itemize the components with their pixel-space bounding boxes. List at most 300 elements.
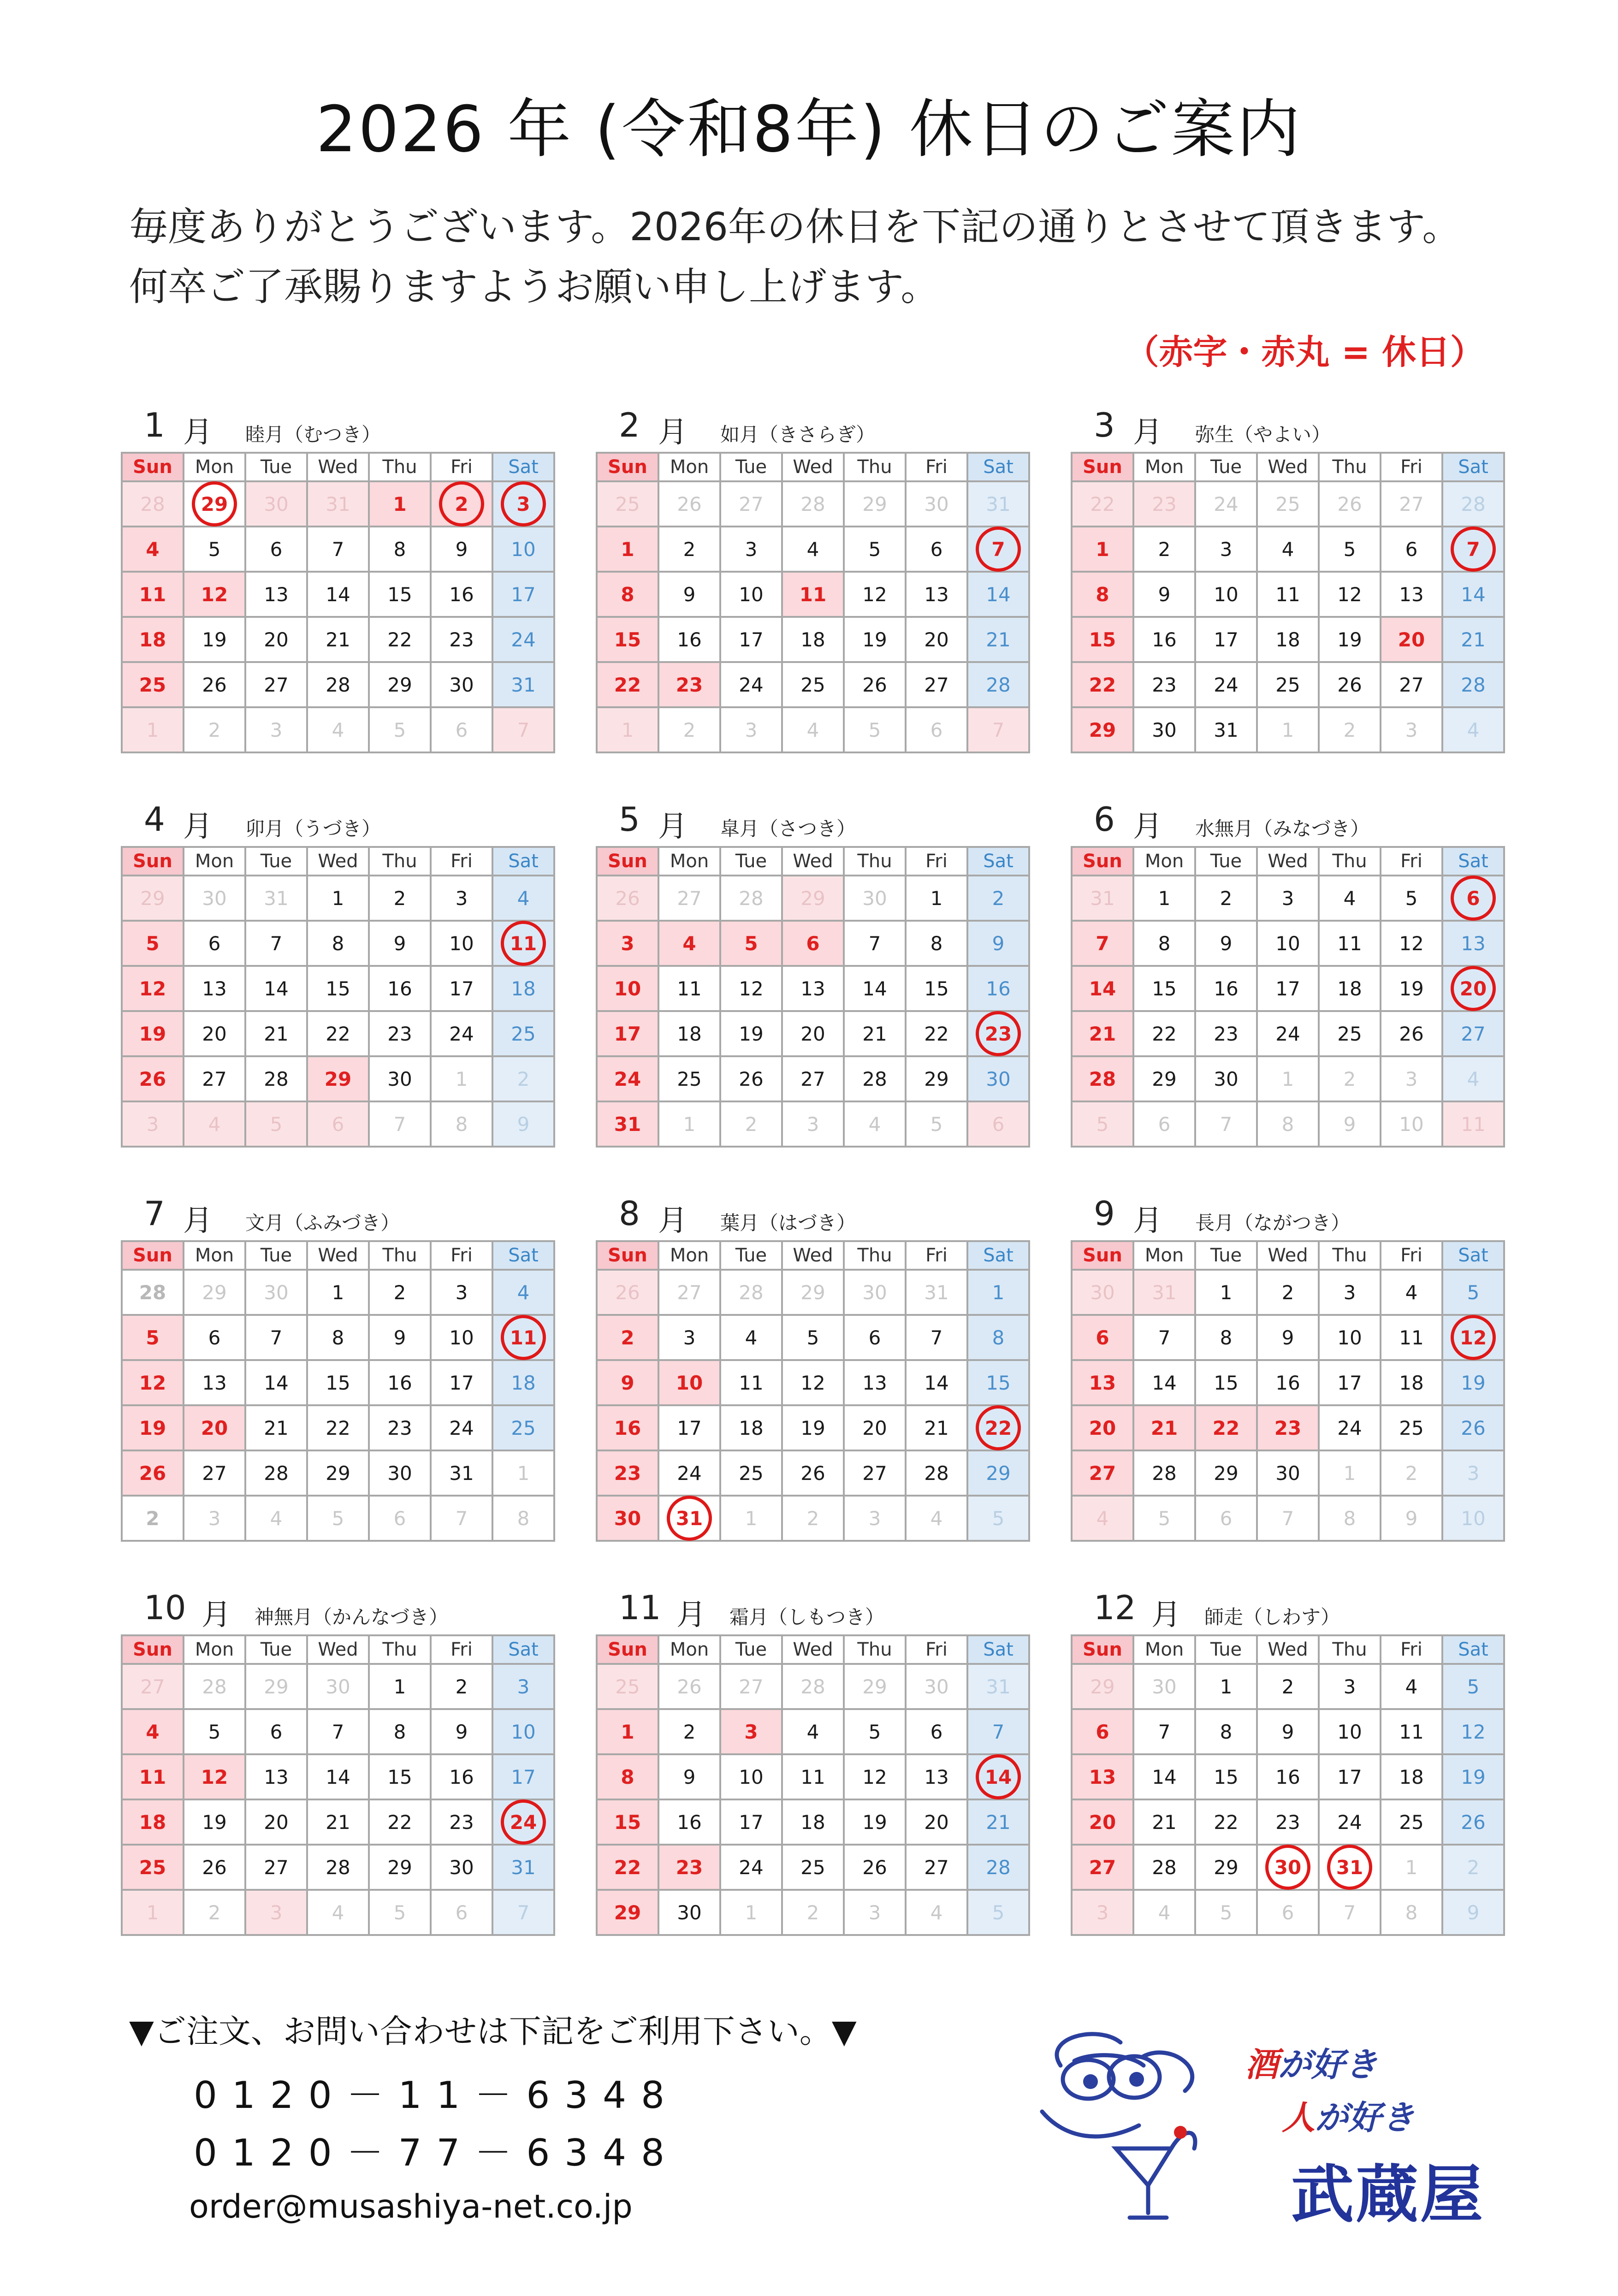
day-number: 19: [1399, 977, 1424, 1000]
day-number: 9: [1343, 1112, 1356, 1136]
day-cell: [597, 1101, 658, 1147]
holiday-circle-icon: [976, 1405, 1021, 1450]
weekday-header: Sat: [1442, 847, 1504, 876]
phone-number-1[interactable]: 0120－11－6348: [194, 2074, 679, 2117]
week-row: [122, 572, 554, 617]
day-cell: [782, 481, 844, 527]
day-cell: [1072, 1101, 1133, 1147]
day-number: 6: [270, 538, 283, 561]
week-row: [122, 1405, 554, 1450]
day-number: 10: [1275, 932, 1300, 955]
day-number: 29: [202, 1281, 227, 1304]
day-number: 20: [862, 1416, 887, 1439]
day-cell: [1319, 1315, 1381, 1360]
day-cell: [369, 481, 431, 527]
day-number: 5: [930, 1112, 943, 1136]
day-number: 5: [1343, 538, 1356, 561]
weekday-header: Wed: [782, 453, 844, 481]
day-number: 3: [745, 718, 758, 741]
day-cell: [906, 1890, 967, 1935]
day-number: 29: [387, 1856, 412, 1879]
day-number: 2: [745, 1112, 758, 1136]
day-number: 29: [924, 1067, 949, 1090]
day-number: 3: [516, 492, 530, 515]
day-number: 1: [1281, 1067, 1294, 1090]
day-number: 8: [621, 1765, 634, 1788]
month-calendar: [121, 1588, 545, 1936]
day-cell: [658, 617, 720, 662]
day-number: 8: [455, 1112, 468, 1136]
day-cell: [1319, 1845, 1381, 1890]
day-cell: [1442, 966, 1504, 1011]
day-number: 2: [393, 887, 406, 910]
month-suffix: 月: [183, 415, 213, 450]
day-cell: [1072, 876, 1133, 921]
day-number: 21: [1461, 628, 1486, 651]
day-cell: [245, 876, 307, 921]
day-number: 19: [202, 628, 227, 651]
day-number: 24: [739, 673, 764, 696]
day-number: 11: [677, 977, 702, 1000]
day-number: 6: [930, 718, 943, 741]
weekday-header: Sat: [967, 847, 1029, 876]
day-cell: [967, 1405, 1029, 1450]
day-number: 17: [511, 583, 536, 606]
day-cell: [597, 481, 658, 527]
day-number: 4: [930, 1507, 943, 1530]
weekday-header: Wed: [1257, 1635, 1319, 1664]
day-number: 13: [1089, 1371, 1116, 1394]
day-number: 29: [800, 887, 825, 910]
day-number: 20: [202, 1022, 227, 1045]
day-number: 1: [1343, 1462, 1356, 1485]
day-number: 4: [1096, 1507, 1109, 1530]
day-number: 25: [615, 1675, 640, 1698]
day-cell: [431, 1496, 492, 1541]
day-number: 20: [264, 1811, 289, 1834]
day-number: 2: [1281, 1281, 1294, 1304]
day-number: 9: [992, 932, 1005, 955]
day-cell: [906, 707, 967, 752]
day-number: 15: [614, 1811, 641, 1834]
month-grid: [121, 1240, 555, 1542]
month-suffix: 月: [1133, 810, 1162, 844]
day-number: 30: [264, 1281, 289, 1304]
day-cell: [658, 1799, 720, 1845]
day-number: 20: [201, 1416, 228, 1439]
day-number: 3: [1405, 1067, 1418, 1090]
day-cell: [122, 1664, 184, 1709]
day-cell: [906, 572, 967, 617]
week-row: [1072, 1405, 1504, 1450]
day-cell: [720, 1270, 782, 1315]
weekday-header: Thu: [369, 453, 431, 481]
day-cell: [1133, 527, 1195, 572]
day-cell: [906, 1845, 967, 1890]
day-cell: [1257, 572, 1319, 617]
day-number: 5: [868, 718, 881, 741]
day-number: 16: [1152, 628, 1177, 651]
day-number: 31: [676, 1507, 703, 1530]
day-cell: [492, 707, 554, 752]
day-cell: [122, 876, 184, 921]
musashiya-logo: [1033, 2010, 1522, 2231]
week-row: [1072, 1270, 1504, 1315]
weekday-header: Mon: [1133, 453, 1195, 481]
day-cell: [1072, 1405, 1133, 1450]
day-cell: [184, 966, 245, 1011]
day-number: 28: [800, 1675, 825, 1698]
week-row: [597, 876, 1029, 921]
day-cell: [307, 1405, 369, 1450]
day-cell: [967, 1315, 1029, 1360]
day-cell: [1381, 876, 1442, 921]
day-number: 3: [1281, 887, 1294, 910]
week-row: [1072, 966, 1504, 1011]
week-row: [122, 1101, 554, 1147]
month-grid: [596, 846, 1030, 1148]
day-cell: [307, 1011, 369, 1056]
month-header: [121, 406, 545, 452]
day-number: 28: [139, 1281, 166, 1304]
day-cell: [1381, 966, 1442, 1011]
month-suffix: 月: [183, 810, 213, 844]
day-number: 13: [1089, 1765, 1116, 1788]
day-number: 12: [201, 1765, 228, 1788]
day-cell: [122, 662, 184, 707]
day-cell: [720, 1845, 782, 1890]
month-suffix: 月: [1151, 1598, 1181, 1632]
day-number: 19: [1461, 1371, 1486, 1394]
day-number: 26: [1461, 1416, 1486, 1439]
day-cell: [1195, 1890, 1257, 1935]
day-number: 5: [1096, 1112, 1109, 1136]
day-number: 28: [986, 1856, 1011, 1879]
day-cell: [245, 1754, 307, 1799]
day-number: 9: [393, 932, 406, 955]
day-number: 10: [449, 1326, 474, 1349]
month-grid: [596, 1240, 1030, 1542]
day-cell: [720, 1450, 782, 1496]
day-number: 29: [264, 1675, 289, 1698]
week-row: [122, 1799, 554, 1845]
day-cell: [245, 1496, 307, 1541]
day-number: 10: [1214, 583, 1239, 606]
day-number: 8: [332, 1326, 344, 1349]
day-number: 8: [332, 932, 344, 955]
day-number: 27: [800, 1067, 825, 1090]
day-cell: [906, 1360, 967, 1405]
day-number: 20: [800, 1022, 825, 1045]
day-number: 3: [517, 1675, 530, 1698]
day-cell: [307, 1709, 369, 1754]
day-number: 18: [677, 1022, 702, 1045]
day-cell: [658, 1011, 720, 1056]
weekday-header: Wed: [307, 847, 369, 876]
day-cell: [1257, 966, 1319, 1011]
day-number: 7: [1466, 538, 1480, 561]
day-number: 2: [393, 1281, 406, 1304]
day-cell: [1133, 662, 1195, 707]
month-number: 7: [144, 1194, 165, 1233]
weekday-header: Sat: [492, 1241, 554, 1270]
day-cell: [245, 1360, 307, 1405]
day-cell: [844, 617, 906, 662]
day-number: 6: [393, 1507, 406, 1530]
day-cell: [184, 1890, 245, 1935]
month-number: 12: [1094, 1588, 1136, 1627]
day-cell: [492, 1056, 554, 1101]
phone-number-2[interactable]: 0120－77－6348: [194, 2131, 679, 2174]
day-number: 16: [449, 583, 474, 606]
day-number: 29: [1090, 1675, 1115, 1698]
day-number: 2: [1158, 538, 1171, 561]
day-number: 22: [326, 1416, 350, 1439]
week-row: [122, 1360, 554, 1405]
weekday-header: Fri: [1381, 453, 1442, 481]
day-number: 24: [1337, 1811, 1362, 1834]
day-number: 19: [800, 1416, 825, 1439]
weekday-header: Sat: [967, 1635, 1029, 1664]
weekday-header: Wed: [1257, 453, 1319, 481]
day-number: 3: [270, 1901, 283, 1924]
week-row: [122, 1315, 554, 1360]
day-cell: [1133, 1450, 1195, 1496]
day-number: 2: [992, 887, 1005, 910]
weekday-header: Fri: [431, 1241, 492, 1270]
week-row: [1072, 1450, 1504, 1496]
month-traditional-name: 睦月（むつき）: [245, 423, 381, 446]
day-number: 25: [800, 1856, 825, 1879]
day-cell: [1257, 1056, 1319, 1101]
day-cell: [369, 572, 431, 617]
week-row: [122, 1664, 554, 1709]
weekday-header: Fri: [906, 847, 967, 876]
weekday-header: Wed: [1257, 1241, 1319, 1270]
day-number: 6: [455, 1901, 468, 1924]
day-cell: [967, 1450, 1029, 1496]
day-number: 21: [326, 628, 350, 651]
weekday-header: Sat: [967, 453, 1029, 481]
day-cell: [369, 921, 431, 966]
day-number: 4: [806, 718, 819, 741]
day-number: 7: [270, 932, 283, 955]
day-number: 18: [511, 1371, 536, 1394]
day-number: 16: [1275, 1765, 1300, 1788]
day-cell: [307, 527, 369, 572]
day-cell: [1133, 966, 1195, 1011]
day-cell: [1072, 1011, 1133, 1056]
mascot-drawing-icon: [1033, 2010, 1245, 2227]
day-number: 7: [992, 718, 1005, 741]
day-cell: [1442, 1664, 1504, 1709]
day-number: 16: [1275, 1371, 1300, 1394]
day-cell: [1319, 1101, 1381, 1147]
day-cell: [597, 1799, 658, 1845]
day-number: 21: [264, 1022, 289, 1045]
day-number: 7: [1281, 1507, 1294, 1530]
day-cell: [597, 1890, 658, 1935]
day-cell: [431, 707, 492, 752]
day-number: 28: [800, 492, 825, 515]
day-cell: [1257, 1450, 1319, 1496]
day-cell: [1442, 662, 1504, 707]
email-address[interactable]: order@musashiya-net.co.jp: [189, 2188, 633, 2225]
day-cell: [184, 617, 245, 662]
day-number: 6: [455, 718, 468, 741]
day-number: 28: [326, 1856, 350, 1879]
day-number: 29: [201, 492, 228, 515]
day-cell: [369, 1011, 431, 1056]
holiday-circle-icon: [1327, 1845, 1372, 1890]
day-cell: [431, 1709, 492, 1754]
day-number: 16: [1214, 977, 1239, 1000]
day-number: 1: [393, 1675, 406, 1698]
holiday-circle-icon: [1451, 1315, 1496, 1360]
day-cell: [782, 876, 844, 921]
day-number: 4: [868, 1112, 881, 1136]
day-cell: [1133, 617, 1195, 662]
day-number: 5: [332, 1507, 344, 1530]
day-number: 22: [387, 1811, 412, 1834]
week-row: [597, 1011, 1029, 1056]
month-grid: [596, 1634, 1030, 1936]
day-number: 9: [683, 583, 696, 606]
day-number: 30: [449, 1856, 474, 1879]
day-cell: [1133, 1799, 1195, 1845]
day-cell: [782, 1056, 844, 1101]
day-number: 18: [1337, 977, 1362, 1000]
day-cell: [844, 1754, 906, 1799]
day-number: 25: [1337, 1022, 1362, 1045]
day-cell: [245, 1405, 307, 1450]
day-number: 6: [1405, 538, 1418, 561]
day-number: 10: [1399, 1112, 1424, 1136]
month-header: [596, 406, 1020, 452]
day-number: 31: [1214, 718, 1239, 741]
day-cell: [1195, 662, 1257, 707]
month-calendar: [596, 1588, 1020, 1936]
day-number: 17: [739, 628, 764, 651]
day-cell: [967, 1754, 1029, 1799]
month-grid: [121, 452, 555, 753]
day-cell: [1133, 1056, 1195, 1101]
weekday-header: Sun: [122, 453, 184, 481]
day-cell: [597, 527, 658, 572]
day-cell: [906, 1799, 967, 1845]
day-cell: [1319, 1056, 1381, 1101]
day-cell: [1257, 1360, 1319, 1405]
day-cell: [369, 1709, 431, 1754]
day-number: 1: [992, 1281, 1005, 1304]
day-number: 16: [986, 977, 1011, 1000]
day-number: 10: [449, 932, 474, 955]
weekday-header: Mon: [184, 1635, 245, 1664]
day-number: 26: [862, 673, 887, 696]
day-number: 27: [1089, 1462, 1116, 1485]
day-number: 21: [1089, 1022, 1116, 1045]
day-number: 3: [683, 1326, 696, 1349]
day-cell: [1319, 1709, 1381, 1754]
month-traditional-name: 葉月（はづき）: [720, 1212, 856, 1234]
day-number: 23: [387, 1022, 412, 1045]
day-number: 7: [1158, 1326, 1171, 1349]
day-number: 30: [924, 1675, 949, 1698]
weekday-header: Mon: [1133, 1635, 1195, 1664]
day-cell: [369, 1450, 431, 1496]
day-number: 9: [455, 538, 468, 561]
day-number: 23: [1274, 1416, 1302, 1439]
day-cell: [1195, 1101, 1257, 1147]
day-number: 25: [139, 673, 166, 696]
day-cell: [1072, 572, 1133, 617]
week-row: [597, 1890, 1029, 1935]
day-cell: [492, 1101, 554, 1147]
day-cell: [1133, 1754, 1195, 1799]
day-number: 12: [800, 1371, 825, 1394]
day-number: 4: [806, 538, 819, 561]
day-number: 4: [1467, 1067, 1480, 1090]
day-number: 11: [510, 932, 537, 955]
week-row: [122, 966, 554, 1011]
day-cell: [658, 1450, 720, 1496]
day-cell: [492, 1450, 554, 1496]
day-cell: [1442, 1270, 1504, 1315]
day-cell: [1257, 1011, 1319, 1056]
day-cell: [906, 617, 967, 662]
day-number: 7: [517, 718, 530, 741]
day-cell: [1319, 1496, 1381, 1541]
day-cell: [1257, 1315, 1319, 1360]
day-cell: [307, 1799, 369, 1845]
weekday-header: Fri: [431, 847, 492, 876]
day-cell: [1442, 1496, 1504, 1541]
day-cell: [906, 1496, 967, 1541]
weekday-header: Mon: [658, 1241, 720, 1270]
day-number: 11: [1275, 583, 1300, 606]
day-cell: [658, 1101, 720, 1147]
day-number: 2: [455, 1675, 468, 1698]
day-number: 25: [1275, 492, 1300, 515]
month-suffix: 月: [1133, 415, 1162, 450]
day-cell: [1319, 707, 1381, 752]
day-cell: [122, 1011, 184, 1056]
day-number: 28: [1461, 492, 1486, 515]
day-cell: [844, 966, 906, 1011]
holiday-circle-icon: [192, 481, 237, 527]
weekday-header: Fri: [1381, 1635, 1442, 1664]
day-number: 22: [614, 1856, 641, 1879]
day-cell: [1257, 1270, 1319, 1315]
week-row: [1072, 1709, 1504, 1754]
day-number: 20: [924, 1811, 949, 1834]
day-number: 3: [621, 932, 634, 955]
day-cell: [1195, 1709, 1257, 1754]
weekday-header: Thu: [844, 1635, 906, 1664]
day-number: 3: [1220, 538, 1233, 561]
day-number: 30: [387, 1067, 412, 1090]
month-suffix: 月: [658, 1204, 688, 1238]
weekday-header: Tue: [720, 453, 782, 481]
day-number: 12: [1461, 1720, 1486, 1743]
week-row: [122, 527, 554, 572]
month-number: 8: [619, 1194, 640, 1233]
day-number: 15: [924, 977, 949, 1000]
day-number: 20: [264, 628, 289, 651]
day-number: 15: [387, 583, 412, 606]
day-cell: [122, 617, 184, 662]
day-cell: [431, 921, 492, 966]
